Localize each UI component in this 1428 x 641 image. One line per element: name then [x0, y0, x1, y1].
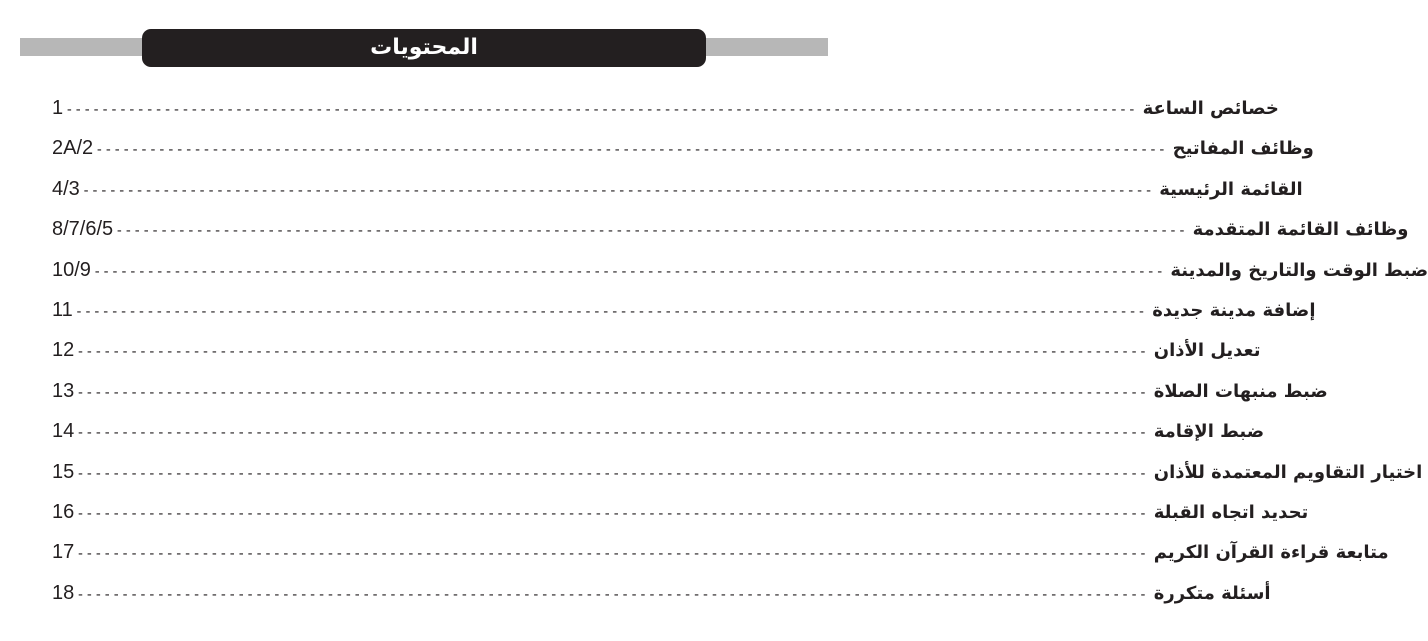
toc-entry-title: متابعة قراءة القرآن الكريم — [1153, 542, 1389, 564]
toc-entry[interactable] — [52, 373, 1328, 413]
dot-leader: ------------------------------------------------------------------------------------------------------------------------ — [81, 182, 1154, 199]
toc-page-number: 2A/2 — [52, 137, 94, 160]
toc-entry-title: ضبط الوقت والتاريخ والمدينة — [1170, 259, 1428, 281]
dot-leader: ------------------------------------------------------------------------------------------------------------------------ — [76, 586, 1148, 603]
dot-leader: ------------------------------------------------------------------------------------------------------------------------ — [74, 303, 1147, 320]
header-title-box — [142, 29, 706, 67]
toc-page-number: 8/7/6/5 — [52, 218, 114, 241]
toc-entry[interactable] — [52, 454, 1423, 494]
toc-entry-title: ضبط الإقامة — [1153, 421, 1265, 443]
toc-entry[interactable] — [52, 211, 1409, 251]
toc-page-number: 11 — [52, 298, 73, 321]
table-of-contents — [52, 90, 1428, 615]
toc-entry-title: اختيار التقاويم المعتمدة للأذان — [1153, 461, 1423, 483]
toc-entry-title: وظائف المفاتيح — [1172, 138, 1314, 160]
toc-page-number: 12 — [52, 339, 75, 362]
toc-entry[interactable] — [52, 413, 1265, 453]
dot-leader: ------------------------------------------------------------------------------------------------------------------------ — [76, 465, 1148, 482]
dot-leader: ------------------------------------------------------------------------------------------------------------------------ — [76, 505, 1148, 522]
toc-entry[interactable] — [52, 130, 1314, 170]
dot-leader: ------------------------------------------------------------------------------------------------------------------------ — [95, 142, 1167, 159]
toc-entry-title: تعديل الأذان — [1153, 340, 1261, 362]
dot-leader: ------------------------------------------------------------------------------------------------------------------------ — [76, 425, 1148, 442]
toc-entry[interactable] — [52, 575, 1271, 615]
dot-leader: ------------------------------------------------------------------------------------------------------------------------ — [115, 223, 1187, 240]
toc-page-number: 4/3 — [52, 177, 80, 200]
toc-page-number: 1 — [52, 97, 64, 119]
toc-page-number: 18 — [52, 581, 75, 604]
toc-entry[interactable] — [52, 90, 1279, 130]
toc-page-number: 13 — [52, 379, 75, 402]
toc-page-number: 14 — [52, 420, 75, 443]
dot-leader: ------------------------------------------------------------------------------------------------------------------------ — [76, 384, 1148, 401]
dot-leader: ------------------------------------------------------------------------------------------------------------------------ — [65, 102, 1137, 118]
toc-entry-title: أسئلة متكررة — [1153, 582, 1271, 604]
toc-entry[interactable] — [52, 171, 1303, 211]
toc-entry-title: تحديد اتجاه القبلة — [1153, 501, 1309, 523]
toc-entry-title: إضافة مدينة جديدة — [1152, 299, 1316, 321]
toc-entry[interactable] — [52, 332, 1261, 372]
dot-leader: ------------------------------------------------------------------------------------------------------------------------ — [92, 263, 1165, 280]
toc-entry-title: وظائف القائمة المتقدمة — [1192, 219, 1409, 241]
toc-entry[interactable] — [52, 494, 1309, 534]
dot-leader: ------------------------------------------------------------------------------------------------------------------------ — [76, 344, 1148, 361]
toc-page-number: 10/9 — [52, 258, 91, 281]
toc-entry[interactable] — [52, 252, 1428, 292]
toc-entry-title: خصائص الساعة — [1142, 98, 1279, 119]
toc-page-number: 16 — [52, 500, 75, 523]
toc-entry-title: ضبط منبهات الصلاة — [1153, 380, 1328, 402]
dot-leader: ------------------------------------------------------------------------------------------------------------------------ — [76, 546, 1148, 563]
toc-page-number: 17 — [52, 541, 75, 564]
toc-page-number: 15 — [52, 460, 75, 483]
toc-entry[interactable] — [52, 292, 1316, 332]
toc-entry[interactable] — [52, 534, 1389, 574]
toc-entry-title: القائمة الرئيسية — [1159, 178, 1303, 200]
page-title: المحتويات — [370, 35, 478, 60]
